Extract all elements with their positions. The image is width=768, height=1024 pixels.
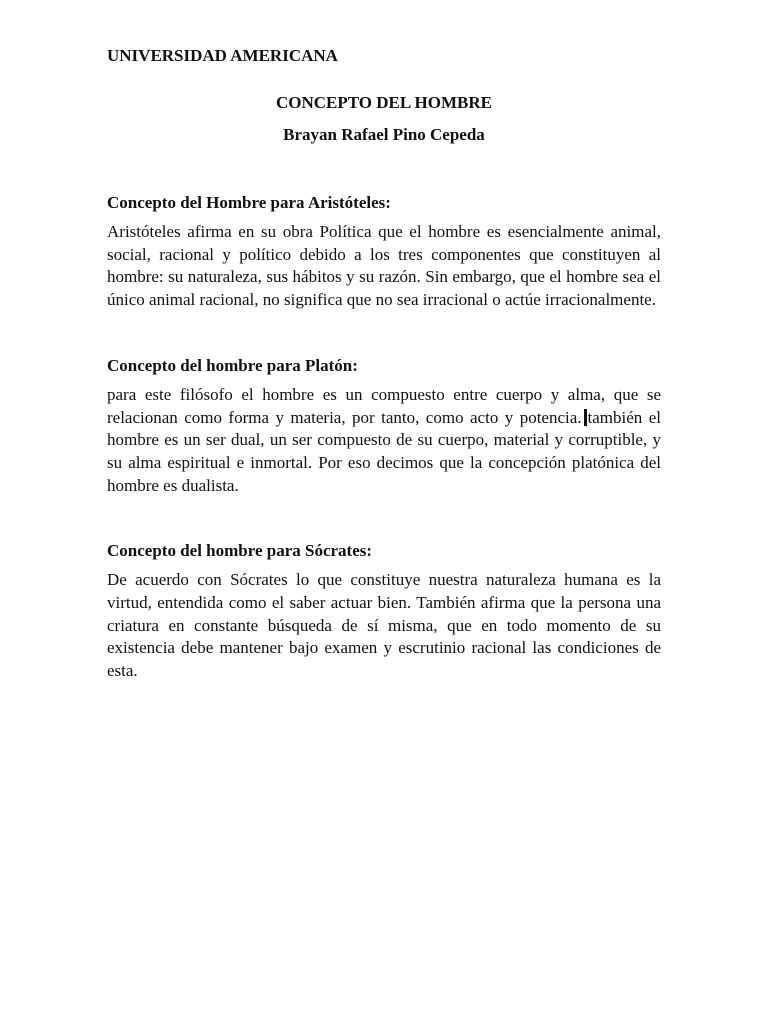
body-text-before-cursor: para este filósofo el hombre es un compuesto entre cuerpo y alma, que se relacionan como forma y materia, por tanto, como acto y potencia.: [107, 384, 661, 427]
author-name: Brayan Rafael Pino Cepeda: [283, 125, 485, 144]
section-heading: Concepto del hombre para Platón:: [107, 355, 358, 375]
section-heading: Concepto del hombre para Sócrates:: [107, 541, 373, 561]
section-socrates: [107, 539, 661, 683]
document-title: CONCEPTO DEL HOMBRE: [276, 93, 492, 112]
section-body[interactable]: De acuerdo con Sócrates lo que constituye nuestra naturaleza humana es la virtud, entendida como el saber actuar bien. También afirma que la persona una criatura en constante búsqueda de sí misma, que en todo momento de su existencia debe mantener bajo examen y escrutinio racional las condiciones de esta.: [107, 570, 661, 681]
section-aristoteles: [107, 191, 661, 312]
body-text-after-cursor: también el hombre es un ser dual, un ser compuesto de su cuerpo, material y corruptible, y su alma espiritual e inmortal. Por eso decimos que la concepción platónica del hombre es dualista.: [107, 407, 661, 495]
section-body[interactable]: [107, 384, 661, 498]
section-platon: [107, 354, 661, 498]
section-heading: Concepto del Hombre para Aristóteles:: [107, 193, 391, 212]
university-name: UNIVERSIDAD AMERICANA: [107, 46, 338, 65]
document-page: [107, 44, 661, 683]
section-body[interactable]: Aristóteles afirma en su obra Política que el hombre es esencialmente animal, social, racional y político debido a los tres componentes que constituyen al hombre: su naturaleza, sus hábitos y su razón. Sin embargo, que el hombre sea el único animal racional, no significa que no sea irracional o actúe irracionalmente.: [107, 222, 661, 310]
text-cursor: [584, 409, 587, 426]
